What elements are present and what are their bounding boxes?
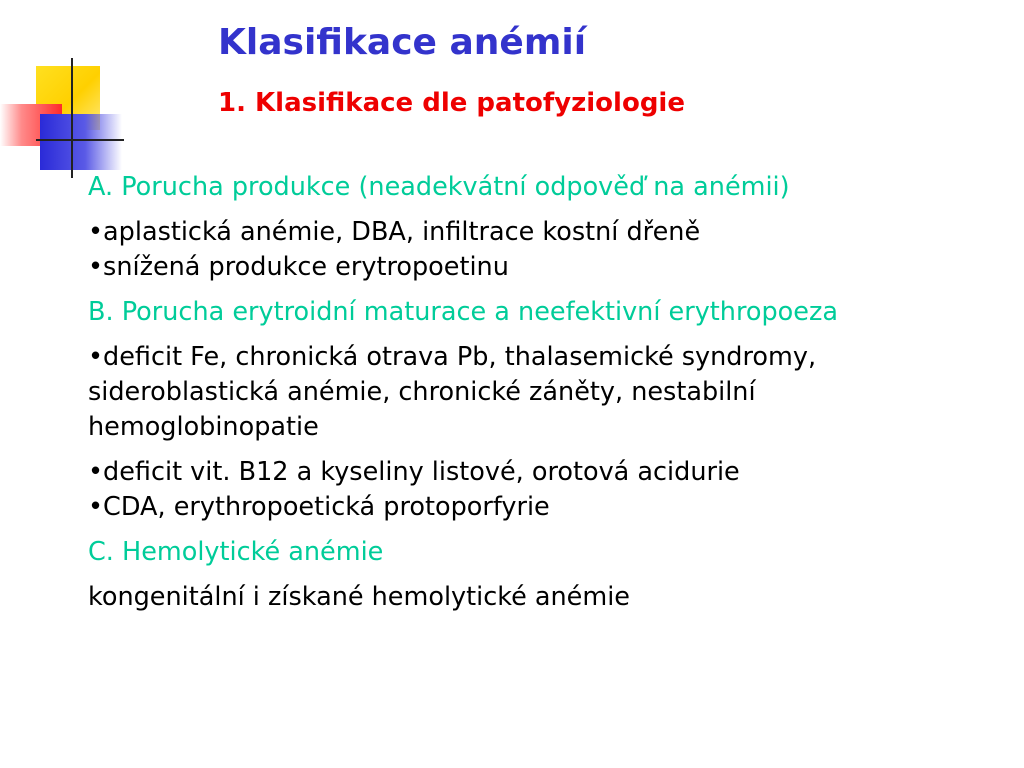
- section-a-item-2: •snížená produkce erytropoetinu: [88, 252, 509, 282]
- section-b-heading: B. Porucha erytroidní maturace a neefektivní erythropoeza: [88, 297, 838, 327]
- logo-horizontal-line: [36, 139, 124, 141]
- section-b-item-1: •deficit Fe, chronická otrava Pb, thalasemické syndromy, sideroblastická anémie, chronické záněty, nestabilní hemoglobinopatie: [88, 342, 817, 442]
- section-c-text: kongenitální i získané hemolytické anémie: [88, 582, 630, 612]
- decorative-logo-icon: [0, 0, 140, 180]
- section-a-item-1: •aplastická anémie, DBA, infiltrace kostní dřeně: [88, 217, 701, 247]
- slide-subtitle: 1. Klasifikace dle patofyziologie: [218, 88, 685, 118]
- slide-body: [88, 170, 968, 625]
- section-b-item-2: •deficit vit. B12 a kyseliny listové, orotová acidurie: [88, 457, 740, 487]
- slide-title: Klasifikace anémií: [218, 22, 587, 63]
- logo-blue-square: [40, 114, 122, 170]
- section-c-heading: C. Hemolytické anémie: [88, 537, 384, 567]
- logo-vertical-line: [71, 58, 73, 178]
- section-a-heading: A. Porucha produkce (neadekvátní odpověď na anémii): [88, 172, 790, 202]
- section-b-item-3: •CDA, erythropoetická protoporfyrie: [88, 492, 550, 522]
